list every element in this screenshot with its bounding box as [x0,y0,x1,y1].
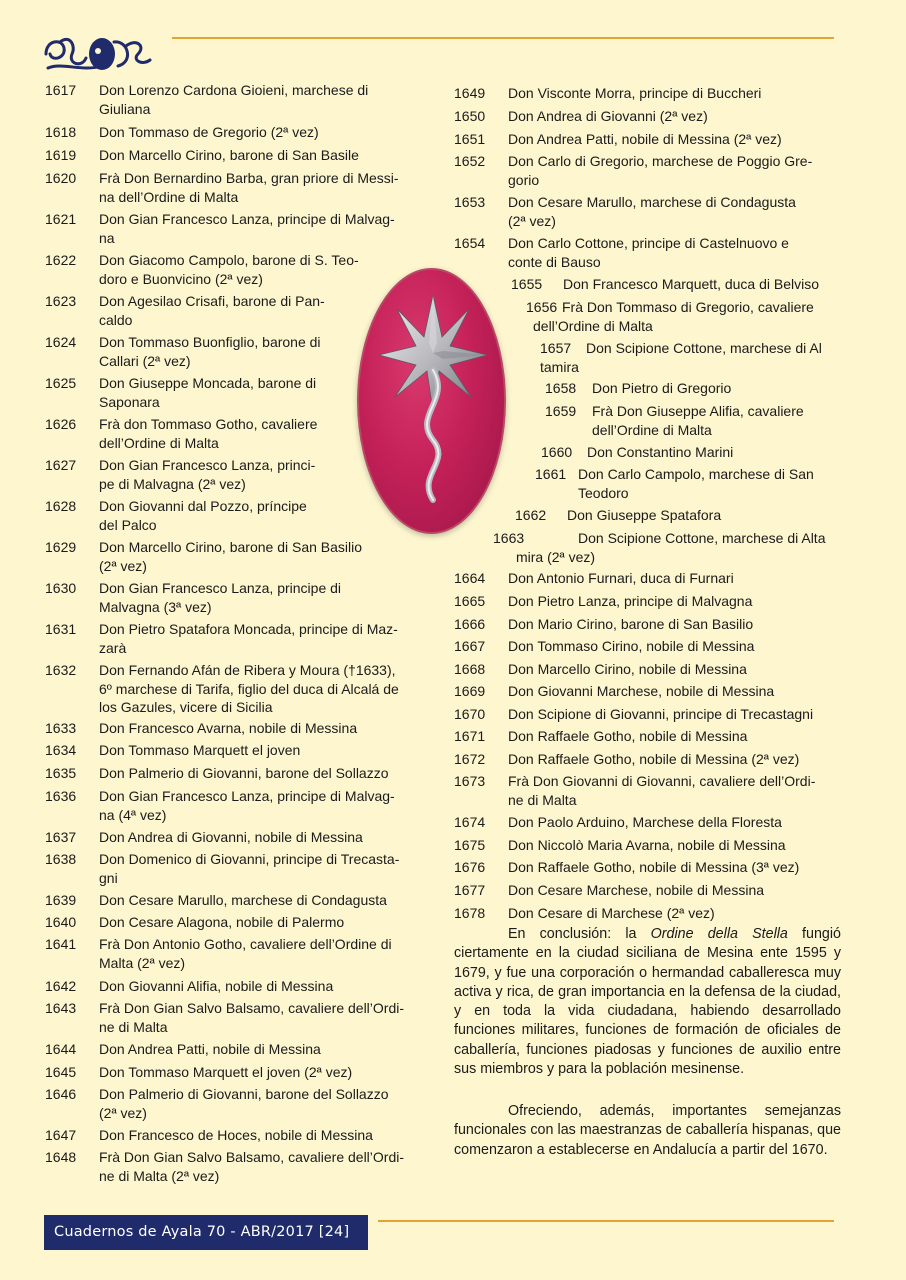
entry-text-line: Don Scipione di Giovanni, principe di Trecastagni [508,706,814,722]
entry-text-line: na (4ª vez) [99,806,167,823]
entry-text-line: Don Andrea di Giovanni, nobile di Messina [99,829,363,845]
entry-text-line: Don Scipione Cottone, marchese di Al [586,340,822,356]
entry-year: 1638 [45,851,77,867]
entry-text-line: Don Paolo Arduino, Marchese della Floresta [508,814,782,830]
entry-year: 1668 [454,661,486,677]
entry-text-line: Don Gian Francesco Lanza, principe di Malvag- [99,211,395,227]
entry-year: 1675 [454,837,486,853]
entry-text-line: Don Pietro Spatafora Moncada, principe di Maz- [99,621,398,637]
entry-year: 1645 [45,1064,77,1080]
entry-text-line: (2ª vez) [508,212,556,229]
entry-year: 1622 [45,252,77,268]
entry-year: 1623 [45,293,77,309]
entry-year: 1641 [45,936,77,952]
entry-year: 1650 [454,108,486,124]
entry-year: 1617 [45,82,77,98]
entry-year: 1625 [45,375,77,391]
entry-text-line: Don Niccolò Maria Avarna, nobile di Messina [508,837,786,853]
entry-text-line: (2ª vez) [99,1104,147,1121]
entry-text-line: ne di Malta (2ª vez) [99,1167,220,1184]
entry-year: 1620 [45,170,77,186]
entry-year: 1647 [45,1127,77,1143]
entry-text-line: Don Carlo Cottone, principe di Castelnuovo e [508,235,789,251]
entry-year: 1635 [45,765,77,781]
entry-text-line: dell’Ordine di Malta [592,421,712,438]
entry-text-line: Don Giuseppe Moncada, barone di [99,375,317,391]
entry-text-line: Don Giuseppe Spatafora [567,507,722,523]
entry-year: 1671 [454,728,486,744]
entry-year: 1642 [45,978,77,994]
entry-text-line: ne di Malta [508,791,577,808]
entry-year: 1633 [45,720,77,736]
order-name-italic: Ordine della Stella [650,926,788,942]
entry-text-line: (2ª vez) [99,557,147,574]
entry-year: 1665 [454,593,486,609]
entry-year: 1627 [45,457,77,473]
entry-text-line: Don Raffaele Gotho, nobile di Messina [508,728,748,744]
entry-year: 1649 [454,85,486,101]
footer-rule [378,1220,834,1222]
entry-year: 1656 [526,299,558,315]
entry-year: 1630 [45,580,77,596]
entry-text-line: Don Lorenzo Cardona Gioieni, marchese di [99,82,369,98]
silver-star-icon [359,270,504,532]
entry-text-line: dell’Ordine di Malta [99,434,219,451]
entry-year: 1669 [454,683,486,699]
entry-year: 1648 [45,1149,77,1165]
entry-text-line: Frà Don Antonio Gotho, cavaliere dell’Ordine di [99,936,392,952]
entry-text-line: tamira [540,358,579,375]
entry-text-line: Don Antonio Furnari, duca di Furnari [508,570,734,586]
entry-text-line: Don Raffaele Gotho, nobile di Messina (3ª vez) [508,859,800,875]
entry-text-line: Don Tommaso de Gregorio (2ª vez) [99,124,319,140]
entry-text-line: Don Cesare Marullo, marchese di Condagusta [508,194,796,210]
conclusion-paragraph-2: Ofreciendo, además, importantes semejanzas funcionales con las maestranzas de caballería hispanas, que comenzaron a establecerse en Andalucía a partir del 1670. [454,1103,841,1158]
entry-year: 1644 [45,1041,77,1057]
entry-year: 1658 [545,380,577,396]
entry-text-line: Frà Don Giuseppe Alifia, cavaliere [592,403,804,419]
ornamental-monogram-logo [42,32,154,76]
entry-text-line: Don Gian Francesco Lanza, principe di [99,580,342,596]
entry-text-line: Don Giovanni Marchese, nobile di Messina [508,683,775,699]
entry-year: 1629 [45,539,77,555]
entry-year: 1670 [454,706,486,722]
entry-text-line: Don Andrea Patti, nobile di Messina (2ª vez) [508,131,782,147]
footer-publication-label: Cuadernos de Ayala 70 - ABR/2017 [24] [44,1215,368,1250]
entry-year: 1643 [45,1000,77,1016]
entry-text-line: Don Tommaso Buonfiglio, barone di [99,334,321,350]
entry-year: 1646 [45,1086,77,1102]
entry-text-line: Don Tommaso Marquett el joven (2ª vez) [99,1064,353,1080]
entry-year: 1621 [45,211,77,227]
entry-text-line: Don Cesare Marullo, marchese di Condagusta [99,892,387,908]
entry-text-line: Don Marcello Cirino, barone di San Basilio [99,539,363,555]
entry-year: 1664 [454,570,486,586]
entry-text-line: Frà Don Gian Salvo Balsamo, cavaliere dell’Ordi- [99,1000,405,1016]
entry-year: 1631 [45,621,77,637]
entry-year: 1672 [454,751,486,767]
entry-text-line: Don Raffaele Gotho, nobile di Messina (2ª vez) [508,751,800,767]
entry-text-line: Frà Don Bernardino Barba, gran priore di Messi- [99,170,399,186]
entry-text-line: Don Domenico di Giovanni, principe di Trecasta- [99,851,400,867]
entry-text-line: Don Constantino Marini [587,444,734,460]
entry-year: 1626 [45,416,77,432]
entry-year: 1651 [454,131,486,147]
entry-year: 1640 [45,914,77,930]
entry-year: 1634 [45,742,77,758]
entry-year: 1652 [454,153,486,169]
entry-text-line: Malta (2ª vez) [99,954,186,971]
entry-text-line: conte di Bauso [508,253,601,270]
entry-text-line: Don Palmerio di Giovanni, barone del Sollazzo [99,1086,389,1102]
entry-year: 1661 [535,466,567,482]
entry-year: 1666 [454,616,486,632]
entry-text-line: na dell’Ordine di Malta [99,188,239,205]
entry-text-line: Don Francesco Avarna, nobile di Messina [99,720,358,736]
entry-text-line: Frà don Tommaso Gotho, cavaliere [99,416,318,432]
entry-year: 1618 [45,124,77,140]
entry-text-line: Don Cesare Alagona, nobile di Palermo [99,914,345,930]
entry-text-line: Don Carlo Campolo, marchese di San [578,466,814,482]
entry-text-line: Don Fernando Afán de Ribera y Moura (†1633), [99,662,396,678]
header-rule [172,37,834,39]
entry-text-line: Don Marcello Cirino, nobile di Messina [508,661,747,677]
entry-year: 1639 [45,892,77,908]
conclusion-paragraph-1: En conclusión: la Ordine della Stella fungió ciertamente en la ciudad siciliana de Mesina ente 1595 y 1679, y fue una corporación o hermandad caballeresca muy activa y rica, de gran importancia en la defensa de la ciudad, y en toda la vida ciudadana, habiendo desarrollado funciones militares, funciones de formación de oficiales de caballería, funciones piadosas y funciones de auxilio entre sus miembros y para la población mesinense. [454,926,841,1078]
entry-text-line: del Palco [99,516,157,533]
entry-year: 1674 [454,814,486,830]
entry-text-line: caldo [99,311,133,328]
entry-text-line: na [99,229,115,246]
entry-text-line: Frà Don Tommaso di Gregorio, cavaliere [562,299,814,315]
entry-text-line: Don Gian Francesco Lanza, principe di Malvag- [99,788,395,804]
entry-year: 1637 [45,829,77,845]
entry-text-line: Malvagna (3ª vez) [99,598,212,615]
entry-text-line: Giuliana [99,100,151,117]
entry-text-line: Don Carlo di Gregorio, marchese de Poggio Gre- [508,153,813,169]
entry-year: 1659 [545,403,577,419]
entry-year: 1663 [493,530,525,546]
entry-text-line: gorio [508,171,540,188]
entry-text-line: Don Andrea Patti, nobile di Messina [99,1041,321,1057]
entry-text-line: Don Visconte Morra, principe di Buccheri [508,85,762,101]
entry-text-line: Don Giacomo Campolo, barone di S. Teo- [99,252,359,268]
entry-text-line: Frà Don Giovanni di Giovanni, cavaliere dell’Ordi- [508,773,816,789]
entry-text-line: gni [99,869,118,886]
entry-year: 1676 [454,859,486,875]
entry-text-line: Saponara [99,393,160,410]
entry-year: 1619 [45,147,77,163]
entry-text-line: Don Marcello Cirino, barone di San Basile [99,147,359,163]
entry-text-line: 6º marchese di Tarifa, figlio del duca di Alcalá de [99,680,399,697]
entry-text-line: Don Tommaso Marquett el joven [99,742,301,758]
entry-year: 1667 [454,638,486,654]
entry-text-line: doro e Buonvicino (2ª vez) [99,270,263,287]
entry-year: 1654 [454,235,486,251]
entry-text-line: Don Pietro di Gregorio [592,380,732,396]
entry-year: 1657 [540,340,572,356]
star-emblem-image [357,268,506,534]
entry-year: 1628 [45,498,77,514]
entry-text-line: ne di Malta [99,1018,168,1035]
entry-text-line: Don Francesco Marquett, duca di Belviso [563,276,820,292]
entry-text-line: mira (2ª vez) [516,548,596,565]
entry-year: 1655 [511,276,543,292]
entry-year: 1632 [45,662,77,678]
entry-text-line: los Gazules, vicere di Sicilia [99,699,273,715]
entry-text-line: Teodoro [578,484,629,501]
entry-text-line: Don Scipione Cottone, marchese di Alta [578,530,826,546]
entry-text-line: dell’Ordine di Malta [533,317,653,334]
entry-year: 1653 [454,194,486,210]
entry-text-line: Don Mario Cirino, barone di San Basilio [508,616,754,632]
entry-text-line: Don Palmerio di Giovanni, barone del Sollazzo [99,765,389,781]
entry-text-line: Frà Don Gian Salvo Balsamo, cavaliere dell’Ordi- [99,1149,405,1165]
entry-text-line: Callari (2ª vez) [99,352,191,369]
entry-text-line: Don Tommaso Cirino, nobile di Messina [508,638,755,654]
entry-text-line: Don Pietro Lanza, principe di Malvagna [508,593,753,609]
entry-year: 1678 [454,905,486,921]
entry-year: 1636 [45,788,77,804]
entry-text-line: Don Giovanni Alifia, nobile di Messina [99,978,334,994]
entry-text-line: Don Andrea di Giovanni (2ª vez) [508,108,708,124]
entry-text-line: Don Gian Francesco Lanza, princi- [99,457,316,473]
entry-year: 1624 [45,334,77,350]
entry-year: 1673 [454,773,486,789]
entry-text-line: Don Francesco de Hoces, nobile di Messina [99,1127,373,1143]
entry-text-line: zarà [99,639,127,656]
entry-year: 1662 [515,507,547,523]
entry-text-line: Don Giovanni dal Pozzo, príncipe [99,498,307,514]
entry-text-line: Don Cesare Marchese, nobile di Messina [508,882,765,898]
entry-text-line: Don Agesilao Crisafi, barone di Pan- [99,293,325,309]
entry-year: 1660 [541,444,573,460]
entry-year: 1677 [454,882,486,898]
entry-text-line: Don Cesare di Marchese (2ª vez) [508,905,715,921]
entry-text-line: pe di Malvagna (2ª vez) [99,475,246,492]
